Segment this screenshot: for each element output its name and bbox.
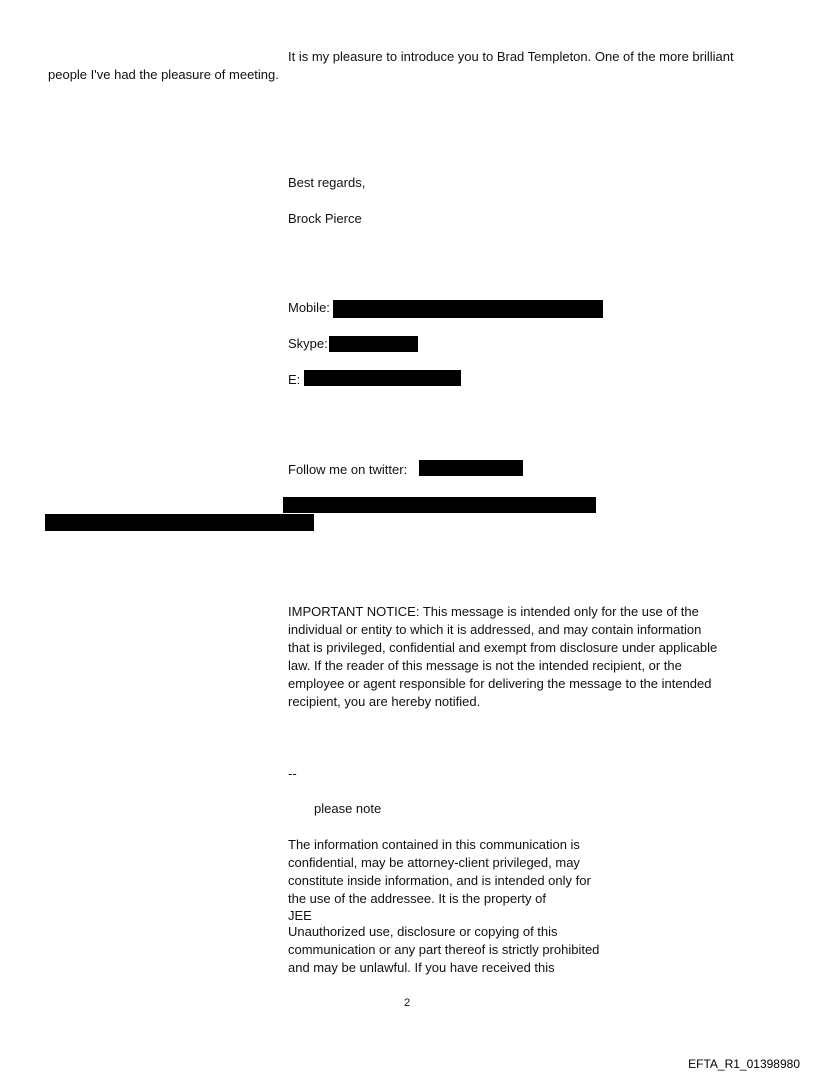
disclaimer-line: The information contained in this communication is <box>288 837 580 852</box>
important-notice <box>288 603 717 711</box>
redaction-bar-2 <box>45 514 314 531</box>
redaction-bar-1 <box>283 497 596 513</box>
disclaimer-line: and may be unlawful. If you have received this <box>288 960 555 975</box>
document-id: EFTA_R1_01398980 <box>688 1057 800 1071</box>
twitter-redaction <box>419 460 523 476</box>
disclaimer <box>288 836 599 977</box>
notice-line: individual or entity to which it is addressed, and may contain information <box>288 622 702 637</box>
page-number: 2 <box>404 997 411 1009</box>
notice-line: employee or agent responsible for delivering the message to the intended <box>288 676 712 691</box>
twitter-label: Follow me on twitter: <box>288 462 408 477</box>
intro-line-1: It is my pleasure to introduce you to Brad Templeton. One of the more brilliant <box>288 49 734 64</box>
disclaimer-line: constitute inside information, and is intended only for <box>288 873 591 888</box>
disclaimer-line: communication or any part thereof is strictly prohibited <box>288 942 600 957</box>
skype-label: Skype: <box>288 336 328 351</box>
notice-line: that is privileged, confidential and exempt from disclosure under applicable <box>288 640 718 655</box>
disclaimer-line: Unauthorized use, disclosure or copying of this <box>288 924 558 939</box>
signature-name: Brock Pierce <box>288 211 362 226</box>
intro-line-2: people I've had the pleasure of meeting. <box>48 67 279 82</box>
notice-line: recipient, you are hereby notified. <box>288 694 481 709</box>
disclaimer-line: the use of the addressee. It is the property of <box>288 891 546 906</box>
email-label: E: <box>288 372 301 387</box>
email-redaction <box>304 370 461 386</box>
notice-line: law. If the reader of this message is not the intended recipient, or the <box>288 658 682 673</box>
skype-redaction <box>329 336 418 352</box>
mobile-redaction <box>333 300 603 318</box>
disclaimer-line: JEE <box>288 908 312 923</box>
disclaimer-line: confidential, may be attorney-client privileged, may <box>288 855 580 870</box>
please-note: please note <box>314 801 382 816</box>
separator: -- <box>288 766 297 781</box>
mobile-label: Mobile: <box>288 300 330 315</box>
notice-line: IMPORTANT NOTICE: This message is intended only for the use of the <box>288 604 699 619</box>
signature-closing: Best regards, <box>288 175 366 190</box>
